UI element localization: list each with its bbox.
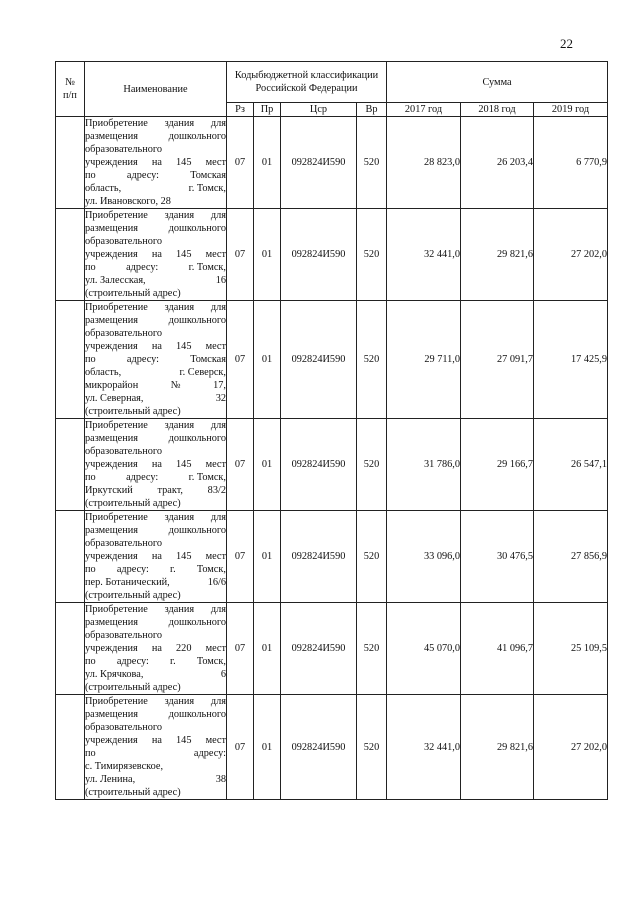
name-word: Приобретение bbox=[85, 696, 148, 707]
row-name-cell bbox=[85, 511, 227, 603]
name-line bbox=[85, 721, 226, 734]
cell-vr: 520 bbox=[357, 603, 387, 695]
name-line bbox=[85, 222, 226, 235]
row-name-cell bbox=[85, 695, 227, 800]
name-word: Томская bbox=[190, 170, 226, 181]
name-word: г. bbox=[170, 564, 176, 575]
name-word: Иркутский bbox=[85, 485, 133, 496]
name-word: дошкольного bbox=[168, 525, 226, 536]
name-word: мест bbox=[205, 249, 226, 260]
name-line bbox=[85, 287, 226, 300]
name-line bbox=[85, 169, 226, 182]
name-word: по bbox=[85, 170, 96, 181]
name-word: с. Тимирязевское, bbox=[85, 761, 164, 772]
cell-y2018: 27 091,7 bbox=[461, 301, 534, 419]
cell-pr: 01 bbox=[254, 419, 281, 511]
name-word: (строительный адрес) bbox=[85, 682, 181, 693]
name-line bbox=[85, 143, 226, 156]
cell-rz: 07 bbox=[227, 301, 254, 419]
name-line bbox=[85, 642, 226, 655]
cell-y2019: 26 547,1 bbox=[534, 419, 608, 511]
cell-rz: 07 bbox=[227, 117, 254, 209]
name-word: для bbox=[210, 302, 226, 313]
cell-csr: 092824И590 bbox=[281, 695, 357, 800]
name-line bbox=[85, 340, 226, 353]
cell-y2017: 45 070,0 bbox=[387, 603, 461, 695]
name-word: ул. Залесская, bbox=[85, 275, 146, 286]
name-word: здания bbox=[164, 210, 195, 221]
name-word: учреждения bbox=[85, 459, 138, 470]
name-word: размещения bbox=[85, 223, 138, 234]
name-word: мест bbox=[205, 551, 226, 562]
name-word: на bbox=[151, 735, 162, 746]
name-word: мест bbox=[205, 735, 226, 746]
name-word: образовательного bbox=[85, 630, 162, 641]
cell-y2017: 29 711,0 bbox=[387, 301, 461, 419]
name-line bbox=[85, 432, 226, 445]
row-name-cell bbox=[85, 603, 227, 695]
name-word: образовательного bbox=[85, 722, 162, 733]
name-word: г. Северск, bbox=[179, 367, 226, 378]
name-line bbox=[85, 629, 226, 642]
name-line bbox=[85, 209, 226, 222]
name-word: размещения bbox=[85, 617, 138, 628]
name-word: по bbox=[85, 564, 96, 575]
cell-y2019: 17 425,9 bbox=[534, 301, 608, 419]
name-word: для bbox=[210, 604, 226, 615]
cell-csr: 092824И590 bbox=[281, 301, 357, 419]
name-line bbox=[85, 695, 226, 708]
name-line bbox=[85, 589, 226, 602]
name-word: на bbox=[151, 157, 162, 168]
name-word: размещения bbox=[85, 709, 138, 720]
name-word: образовательного bbox=[85, 538, 162, 549]
name-word: (строительный адрес) bbox=[85, 787, 181, 798]
name-word: 17, bbox=[213, 380, 226, 391]
name-word: по bbox=[85, 472, 96, 483]
cell-y2017: 33 096,0 bbox=[387, 511, 461, 603]
name-word: ул. Ленина, bbox=[85, 774, 136, 785]
cell-y2019: 6 770,9 bbox=[534, 117, 608, 209]
cell-y2019: 27 856,9 bbox=[534, 511, 608, 603]
name-word: для bbox=[210, 696, 226, 707]
name-word: адресу: bbox=[126, 354, 160, 365]
cell-y2017: 32 441,0 bbox=[387, 695, 461, 800]
name-line bbox=[85, 668, 226, 681]
name-line bbox=[85, 419, 226, 432]
name-word: на bbox=[151, 459, 162, 470]
table-row bbox=[56, 419, 608, 511]
cell-vr: 520 bbox=[357, 117, 387, 209]
cell-pr: 01 bbox=[254, 695, 281, 800]
cell-vr: 520 bbox=[357, 511, 387, 603]
name-word: ул. Ивановского, 28 bbox=[85, 196, 171, 207]
cell-y2018: 29 166,7 bbox=[461, 419, 534, 511]
name-word: здания bbox=[164, 302, 195, 313]
name-line bbox=[85, 524, 226, 537]
name-word: здания bbox=[164, 512, 195, 523]
name-word: ул. Крячкова, bbox=[85, 669, 144, 680]
name-word: дошкольного bbox=[168, 131, 226, 142]
name-word: микрорайон bbox=[85, 380, 139, 391]
name-word: (строительный адрес) bbox=[85, 498, 181, 509]
table-row bbox=[56, 117, 608, 209]
name-word: учреждения bbox=[85, 157, 138, 168]
cell-rz: 07 bbox=[227, 511, 254, 603]
table-row bbox=[56, 511, 608, 603]
name-word: Приобретение bbox=[85, 512, 148, 523]
name-line bbox=[85, 327, 226, 340]
cell-csr: 092824И590 bbox=[281, 511, 357, 603]
name-word: 83/2 bbox=[207, 485, 226, 496]
row-name-cell bbox=[85, 419, 227, 511]
table-row bbox=[56, 209, 608, 301]
name-word: 145 bbox=[176, 459, 192, 470]
header-csr: Цср bbox=[281, 103, 357, 117]
name-line bbox=[85, 392, 226, 405]
cell-pr: 01 bbox=[254, 603, 281, 695]
name-word: здания bbox=[164, 420, 195, 431]
header-vr: Вр bbox=[357, 103, 387, 117]
name-word: учреждения bbox=[85, 643, 138, 654]
name-word: дошкольного bbox=[168, 617, 226, 628]
name-word: Томская bbox=[190, 354, 226, 365]
cell-csr: 092824И590 bbox=[281, 419, 357, 511]
cell-y2017: 28 823,0 bbox=[387, 117, 461, 209]
name-word: 145 bbox=[176, 157, 192, 168]
name-word: Приобретение bbox=[85, 210, 148, 221]
name-line bbox=[85, 130, 226, 143]
name-line bbox=[85, 550, 226, 563]
cell-rz: 07 bbox=[227, 603, 254, 695]
name-word: для bbox=[210, 512, 226, 523]
name-word: Томск, bbox=[196, 656, 226, 667]
cell-y2017: 32 441,0 bbox=[387, 209, 461, 301]
name-word: на bbox=[151, 249, 162, 260]
cell-y2018: 29 821,6 bbox=[461, 209, 534, 301]
cell-y2019: 27 202,0 bbox=[534, 209, 608, 301]
name-word: г. Томск, bbox=[188, 183, 226, 194]
name-line bbox=[85, 471, 226, 484]
name-word: ул. Северная, bbox=[85, 393, 144, 404]
name-word: г. Томск, bbox=[188, 262, 226, 273]
header-name: Наименование bbox=[85, 62, 227, 117]
name-line bbox=[85, 760, 226, 773]
table-row bbox=[56, 301, 608, 419]
name-line bbox=[85, 603, 226, 616]
name-word: образовательного bbox=[85, 236, 162, 247]
row-number-cell bbox=[56, 695, 85, 800]
name-line bbox=[85, 655, 226, 668]
name-line bbox=[85, 563, 226, 576]
name-word: по bbox=[85, 656, 96, 667]
name-line bbox=[85, 156, 226, 169]
cell-vr: 520 bbox=[357, 695, 387, 800]
name-word: 32 bbox=[215, 393, 226, 404]
cell-y2019: 25 109,5 bbox=[534, 603, 608, 695]
table-row bbox=[56, 603, 608, 695]
budget-table bbox=[55, 61, 608, 800]
cell-csr: 092824И590 bbox=[281, 603, 357, 695]
name-line bbox=[85, 353, 226, 366]
name-word: размещения bbox=[85, 433, 138, 444]
name-word: (строительный адрес) bbox=[85, 406, 181, 417]
name-line bbox=[85, 274, 226, 287]
row-name-cell bbox=[85, 209, 227, 301]
name-line bbox=[85, 379, 226, 392]
name-word: № bbox=[170, 380, 181, 391]
cell-csr: 092824И590 bbox=[281, 209, 357, 301]
name-line bbox=[85, 314, 226, 327]
cell-csr: 092824И590 bbox=[281, 117, 357, 209]
header-2017: 2017 год bbox=[387, 103, 461, 117]
name-word: 145 bbox=[176, 735, 192, 746]
name-line bbox=[85, 117, 226, 130]
name-word: (строительный адрес) bbox=[85, 288, 181, 299]
row-number-cell bbox=[56, 117, 85, 209]
name-word: дошкольного bbox=[168, 433, 226, 444]
name-word: размещения bbox=[85, 315, 138, 326]
name-word: размещения bbox=[85, 525, 138, 536]
cell-vr: 520 bbox=[357, 301, 387, 419]
name-word: здания bbox=[164, 604, 195, 615]
cell-y2019: 27 202,0 bbox=[534, 695, 608, 800]
cell-y2018: 41 096,7 bbox=[461, 603, 534, 695]
name-word: по bbox=[85, 748, 96, 759]
header-num: № п/п bbox=[56, 62, 85, 117]
name-word: дошкольного bbox=[168, 315, 226, 326]
row-number-cell bbox=[56, 419, 85, 511]
name-word: мест bbox=[205, 157, 226, 168]
name-word: дошкольного bbox=[168, 223, 226, 234]
name-word: г. bbox=[170, 656, 176, 667]
name-line bbox=[85, 301, 226, 314]
name-word: Томск, bbox=[196, 564, 226, 575]
header-codes: Кодыбюджетной классификации Российской Федерации bbox=[227, 62, 387, 103]
name-line bbox=[85, 616, 226, 629]
name-word: область, bbox=[85, 367, 122, 378]
name-line bbox=[85, 458, 226, 471]
name-line bbox=[85, 445, 226, 458]
name-line bbox=[85, 261, 226, 274]
header-rz: Рз bbox=[227, 103, 254, 117]
cell-y2018: 26 203,4 bbox=[461, 117, 534, 209]
name-word: адресу: bbox=[126, 472, 159, 483]
cell-pr: 01 bbox=[254, 209, 281, 301]
name-line bbox=[85, 681, 226, 694]
name-line bbox=[85, 405, 226, 418]
name-word: 6 bbox=[220, 669, 226, 680]
row-name-cell bbox=[85, 301, 227, 419]
name-word: Приобретение bbox=[85, 118, 148, 129]
name-word: на bbox=[151, 341, 162, 352]
name-word: 145 bbox=[176, 341, 192, 352]
name-word: по bbox=[85, 354, 96, 365]
cell-pr: 01 bbox=[254, 117, 281, 209]
name-word: тракт, bbox=[157, 485, 183, 496]
header-2018: 2018 год bbox=[461, 103, 534, 117]
cell-rz: 07 bbox=[227, 419, 254, 511]
name-word: адресу: bbox=[126, 262, 159, 273]
row-number-cell bbox=[56, 209, 85, 301]
name-line bbox=[85, 248, 226, 261]
name-line bbox=[85, 182, 226, 195]
name-word: образовательного bbox=[85, 446, 162, 457]
name-line bbox=[85, 576, 226, 589]
name-word: здания bbox=[164, 118, 195, 129]
header-pr: Пр bbox=[254, 103, 281, 117]
row-number-cell bbox=[56, 603, 85, 695]
name-word: для bbox=[210, 420, 226, 431]
name-word: адресу: bbox=[116, 564, 149, 575]
cell-y2017: 31 786,0 bbox=[387, 419, 461, 511]
name-line bbox=[85, 497, 226, 510]
name-word: здания bbox=[164, 696, 195, 707]
name-word: 145 bbox=[176, 249, 192, 260]
name-line bbox=[85, 708, 226, 721]
name-word: адресу: bbox=[126, 170, 160, 181]
name-word: для bbox=[210, 118, 226, 129]
name-word: мест bbox=[205, 643, 226, 654]
row-name-cell bbox=[85, 117, 227, 209]
name-word: (строительный адрес) bbox=[85, 590, 181, 601]
name-word: учреждения bbox=[85, 249, 138, 260]
header-sum: Сумма bbox=[387, 62, 608, 103]
name-word: Приобретение bbox=[85, 420, 148, 431]
cell-vr: 520 bbox=[357, 209, 387, 301]
name-word: адресу: bbox=[193, 748, 226, 759]
page-number: 22 bbox=[560, 36, 573, 51]
name-line bbox=[85, 773, 226, 786]
name-line bbox=[85, 786, 226, 799]
row-number-cell bbox=[56, 511, 85, 603]
name-word: 220 bbox=[176, 643, 192, 654]
row-number-cell bbox=[56, 301, 85, 419]
cell-pr: 01 bbox=[254, 301, 281, 419]
name-line bbox=[85, 366, 226, 379]
name-word: учреждения bbox=[85, 341, 138, 352]
name-word: на bbox=[151, 551, 162, 562]
name-word: учреждения bbox=[85, 735, 138, 746]
name-word: область, bbox=[85, 183, 122, 194]
name-word: пер. Ботанический, bbox=[85, 577, 170, 588]
table-body bbox=[56, 117, 608, 800]
name-line bbox=[85, 195, 226, 208]
cell-vr: 520 bbox=[357, 419, 387, 511]
name-line bbox=[85, 484, 226, 497]
name-line bbox=[85, 235, 226, 248]
table-row bbox=[56, 695, 608, 800]
name-line bbox=[85, 747, 226, 760]
name-word: мест bbox=[205, 341, 226, 352]
cell-y2018: 29 821,6 bbox=[461, 695, 534, 800]
name-word: мест bbox=[205, 459, 226, 470]
cell-rz: 07 bbox=[227, 695, 254, 800]
name-word: 38 bbox=[215, 774, 226, 785]
name-word: 16/6 bbox=[207, 577, 226, 588]
name-word: 145 bbox=[176, 551, 192, 562]
name-word: на bbox=[151, 643, 162, 654]
name-word: образовательного bbox=[85, 144, 162, 155]
cell-y2018: 30 476,5 bbox=[461, 511, 534, 603]
name-line bbox=[85, 537, 226, 550]
name-line bbox=[85, 511, 226, 524]
cell-pr: 01 bbox=[254, 511, 281, 603]
name-word: 16 bbox=[215, 275, 226, 286]
name-word: дошкольного bbox=[168, 709, 226, 720]
name-word: г. Томск, bbox=[188, 472, 226, 483]
name-word: Приобретение bbox=[85, 604, 148, 615]
name-word: для bbox=[210, 210, 226, 221]
name-word: размещения bbox=[85, 131, 138, 142]
name-word: учреждения bbox=[85, 551, 138, 562]
name-word: Приобретение bbox=[85, 302, 148, 313]
name-line bbox=[85, 734, 226, 747]
name-word: по bbox=[85, 262, 96, 273]
name-word: образовательного bbox=[85, 328, 162, 339]
cell-rz: 07 bbox=[227, 209, 254, 301]
header-2019: 2019 год bbox=[534, 103, 608, 117]
name-word: адресу: bbox=[116, 656, 149, 667]
